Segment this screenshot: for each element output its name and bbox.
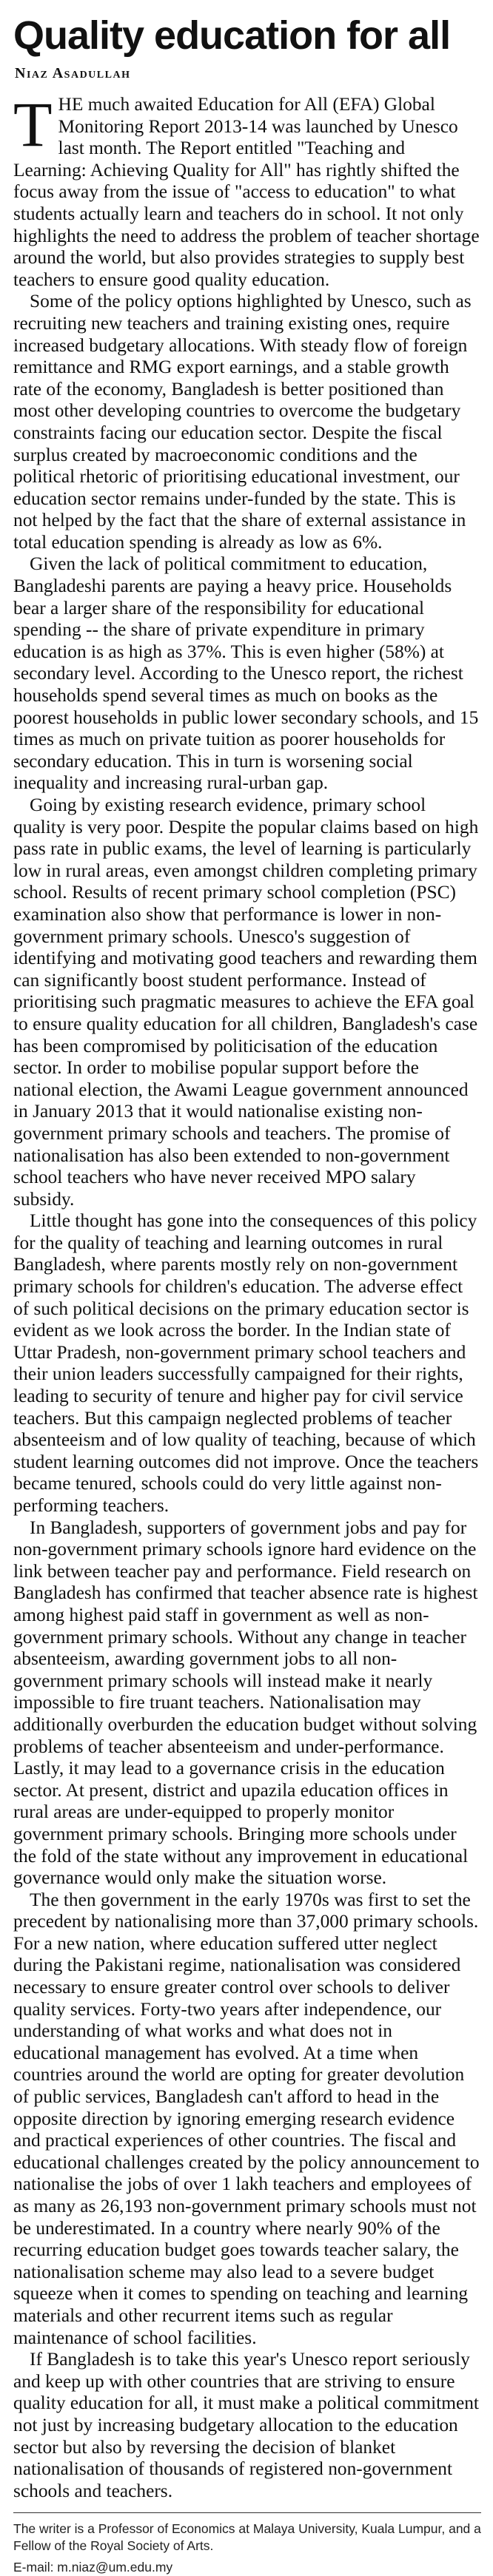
paragraph-1 — [13, 89, 481, 291]
paragraph-3: Given the lack of political commitment to education, Bangladeshi parents are paying a heavy price. Households bear a larger share of the responsibility for educational spending -- the share of private expenditure in primary education is as high as 37%. This is even higher (58%) at secondary level. According to the Unesco report, the richest households spend several times as much on books as the poorest households in public lower secondary schools, and 15 times as much on private tuition as poorer households for secondary education. This in turn is worsening social inequality and increasing rural-urban gap. — [13, 553, 479, 794]
paragraph-8: If Bangladesh is to take this year's Unesco report seriously and keep up with other countries that are striving to ensure quality education for all, it must make a political commitment not just by increasing budgetary allocation to the education sector but also by reversing the decision of blanket nationalisation of thousands of registered non-government schools and teachers. — [13, 2349, 479, 2501]
paragraph-1-text: HE much awaited Education for All (EFA) Global Monitoring Report 2013-14 was launched by Unesco last month. The Report entitled "Teaching and Learning: Achieving Quality for All" has rightly shifted the focus away from the issue of "access to education" to what students actually learn and teachers do in school. It not only highlights the need to address the problem of teacher shortage around the world, but also provides strategies to supply best teachers to ensure good quality education. — [13, 94, 480, 290]
paragraph-7: The then government in the early 1970s was first to set the precedent by nationalising more than 37,000 primary schools. For a new nation, where education suffered utter neglect during the Pakistani regime, nationalisation was considered necessary to ensure greater control over schools to deliver quality services. Forty-two years after independence, our understanding of what works and what does not in educational management has evolved. At a time when countries around the world are opting for greater devolution of public services, Bangladesh can't afford to head in the opposite direction by ignoring emerging research evidence and practical experiences of other countries. The fiscal and educational challenges created by the policy announcement to nationalise the jobs of over 1 lakh teachers and employees of as many as 26,193 non-government primary schools must not be underestimated. In a country where nearly 90% of the recurring education budget goes towards teacher salary, the nationalisation scheme may also lead to a severe budget squeeze when it comes to spending on teaching and learning materials and other recurrent items such as regular maintenance of school facilities. — [13, 1889, 480, 2348]
byline: Niaz Asadullah — [15, 65, 131, 81]
paragraph-6: In Bangladesh, supporters of government jobs and pay for non-government primary schools ignore hard evidence on the link between teacher pay and performance. Field research on Bangladesh has confirmed that teacher absence rate is highest among highest paid staff in government as well as non-government primary schools. Without any change in teacher absenteeism, awarding government jobs to all non-government primary schools will instead make it nearly impossible to fire truant teachers. Nationalisation may additionally overburden the education budget without solving problems of teacher absenteeism and under-performance. Lastly, it may lead to a governance crisis in the education sector. At present, district and upazila education offices in rural areas are under-equipped to properly monitor government primary schools. Bringing more schools under the fold of the state without any improvement in educational governance would only make the situation worse. — [13, 1517, 478, 1889]
author-footer — [13, 2521, 481, 2576]
article-body — [13, 89, 481, 2502]
paragraph-4: Going by existing research evidence, primary school quality is very poor. Despite the popular claims based on high pass rate in public exams, the level of learning is particularly low in rural areas, even amongst children completing primary school. Results of recent primary school completion (PSC) examination also show that performance is lower in non-government primary schools. Unesco's suggestion of identifying and motivating good teachers and rewarding them can significantly boost student performance. Instead of prioritising such pragmatic measures to achieve the EFA goal to ensure quality education for all children, Bangladesh's case has been compromised by politicisation of the education sector. In order to mobilise popular support before the national election, the Awami League government announced in January 2013 that it would nationalise existing non-government primary schools and teachers. The promise of nationalisation has also been extended to non-government school teachers who have never received MPO salary subsidy. — [13, 795, 479, 1210]
paragraph-2: Some of the policy options highlighted by Unesco, such as recruiting new teachers and training existing ones, require increased budgetary allocations. With steady flow of foreign remittance and RMG export earnings, and a stable growth rate of the economy, Bangladesh is better positioned than most other developing countries to overcome the budgetary constraints facing our education sector. Despite the fiscal surplus created by macroeconomic conditions and the political rhetoric of prioritising educational investment, our education sector remains under-funded by the state. This is not helped by the fact that the share of external assistance in total education spending is already as low as 6%. — [13, 291, 472, 553]
headline: Quality education for all — [13, 13, 451, 58]
author-bio: The writer is a Professor of Economics at Malaya University, Kuala Lumpur, and a Fellow of the Royal Society of Arts. — [13, 2521, 481, 2554]
drop-cap: T — [13, 89, 53, 160]
paragraph-5: Little thought has gone into the consequences of this policy for the quality of teaching and learning outcomes in rural Bangladesh, where parents mostly rely on non-government primary schools for children's education. The adverse effect of such political decisions on the primary education sector is evident as we look across the border. In the Indian state of Uttar Pradesh, non-government primary school teachers and their union leaders successfully campaigned for their rights, leading to security of tenure and higher pay for civil service teachers. But this campaign neglected problems of teacher absenteeism and of low quality of teaching, because of which student learning outcomes did not improve. Once the teachers became tenured, schools could do very little against non-performing teachers. — [13, 1210, 479, 1516]
author-email: E-mail: m.niaz@um.edu.my — [13, 2560, 173, 2575]
footer-divider — [13, 2512, 481, 2513]
